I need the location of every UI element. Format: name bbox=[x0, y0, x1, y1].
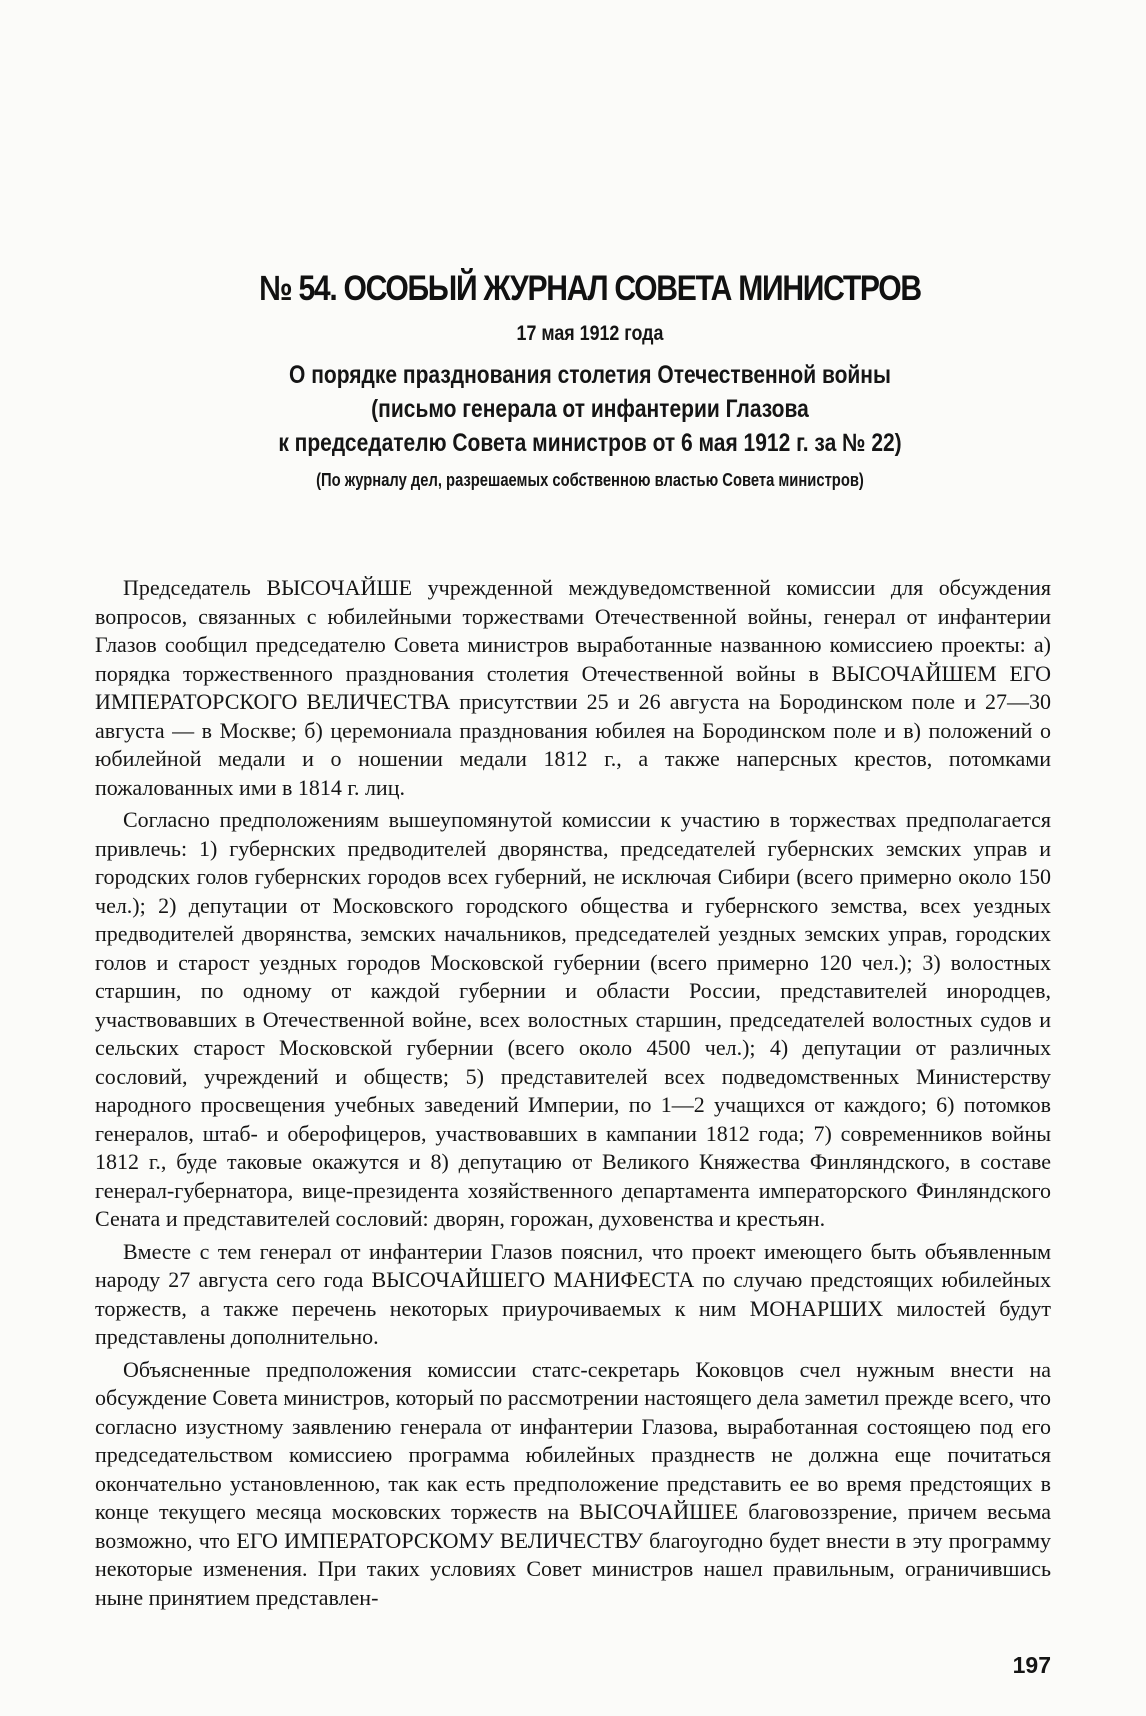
document-header bbox=[200, 268, 980, 492]
body-paragraph: Вместе с тем генерал от инфантерии Глазов пояснил, что проект имеющего быть объявленным народу 27 августа сего года ВЫСОЧАЙШЕГО МАНИФЕСТА по случаю предстоящих юбилейных торжеств, а также перечень некоторых приурочиваемых к ним МОНАРШИХ милостей будут представлены дополнительно. bbox=[95, 1238, 1051, 1349]
document-note: (По журналу дел, разрешаемых собственною властью Совета министров) bbox=[316, 470, 864, 490]
subject-line: О порядке празднования столетия Отечественной войны bbox=[289, 361, 891, 389]
body-paragraph: Объясненные предположения комиссии статс-секретарь Коковцов счел нужным внести на обсуждение Совета министров, который по рассмотрении настоящего дела заметил прежде всего, что согласно изустному заявлению генерала от инфантерии Глазова, выработанная состоящею под его председательством комиссиею программа юбилейных празднеств не должна еще почитаться окончательно установленною, так как есть предположение представить ее во время предстоящих в конце текущего месяца московских торжеств на ВЫСОЧАЙШЕЕ благовоззрение, причем весьма возможно, что ЕГО ИМПЕРАТОРСКОМУ ВЕЛИЧЕСТВУ благоугодно будет внести в эту программу некоторые изменения. При таких условиях Совет министров нашел правильным, ограничившись ныне принятием представлен- bbox=[95, 1356, 1051, 1610]
document-date: 17 мая 1912 года bbox=[516, 322, 664, 345]
document-subject bbox=[262, 358, 917, 460]
subject-line: (письмо генерала от инфантерии Глазова bbox=[371, 395, 809, 423]
body-paragraph: Председатель ВЫСОЧАЙШЕ учрежденной междуведомственной комиссии для обсуждения вопросов, связанных с юбилейными торжествами Отечественной войны, генерал от инфантерии Глазов сообщил председателю Совета министров выработанные названною комиссиею проекты: а) порядка торжественного празднования столетия Отечественной войны в ВЫСОЧАЙШЕМ ЕГО ИМПЕРАТОРСКОГО ВЕЛИЧЕСТВА присутствии 25 и 26 августа на Бородинском поле и 27—30 августа — в Москве; б) церемониала празднования юбилея на Бородинском поле и в) положений о юбилейной медали и о ношении медали 1812 г., а также наперсных крестов, потомками пожалованных ими в 1814 г. лиц. bbox=[95, 575, 1051, 800]
subject-line: к председателю Совета министров от 6 мая 1912 г. за № 22) bbox=[278, 429, 902, 457]
body-paragraph: Согласно предположениям вышеупомянутой комиссии к участию в торжествах предполагается привлечь: 1) губернских предводителей дворянства, председателей губернских земских управ и городских голов губернских городов всех губерний, не исключая Сибири (всего примерно около 150 чел.); 2) депутации от Московского городского общества и губернского земства, всех уездных предводителей дворянства, земских начальников, председателей уездных земских управ, городских голов и старост уездных городов Московской губернии (всего примерно 120 чел.); 3) волостных старшин, по одному от каждой губернии и области России, представителей инородцев, участвовавших в Отечественной войне, всех волостных старшин, председателей волостных судов и сельских старост Московской губернии (всего около 4500 чел.); 4) депутации от различных сословий, учреждений и обществ; 5) представителей всех подведомственных Министерству народного просвещения учебных заведений Империи, по 1—2 учащихся от каждого; 6) потомков генералов, штаб- и оберофицеров, участвовавших в кампании 1812 года; 7) современников войны 1812 г., буде таковые окажутся и 8) депутацию от Великого Княжества Финляндского, в составе генерал-губернатора, вице-президента хозяйственного департамента императорского Финляндского Сената и представителей сословий: дворян, горожан, духовенства и крестьян. bbox=[95, 807, 1051, 1231]
page-number: 197 bbox=[1012, 1652, 1051, 1678]
document-body bbox=[95, 574, 1051, 1616]
document-number-title: № 54. ОСОБЫЙ ЖУРНАЛ СОВЕТА МИНИСТРОВ bbox=[259, 269, 921, 308]
